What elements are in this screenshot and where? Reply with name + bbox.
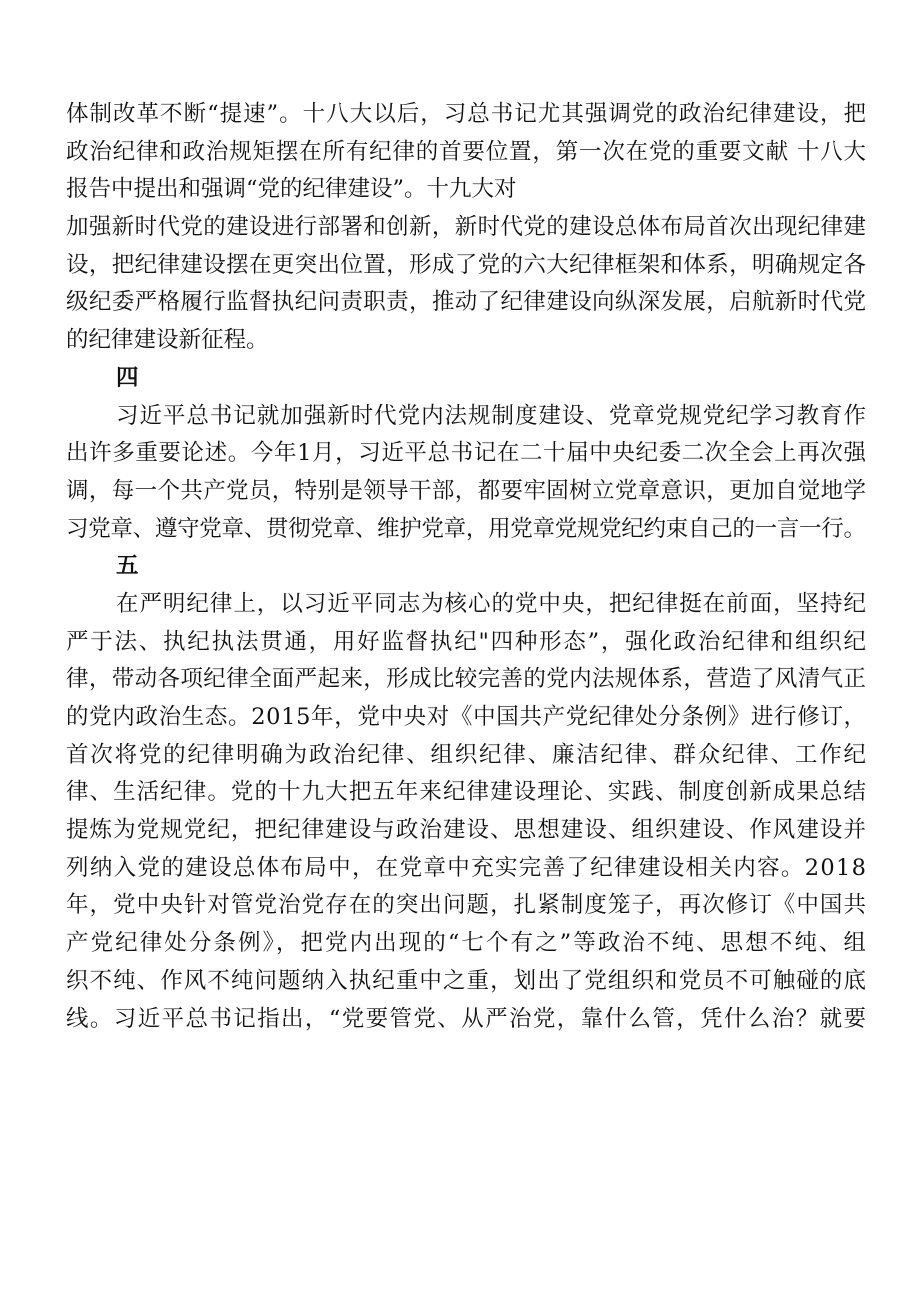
section-heading: 五 <box>116 553 139 580</box>
paragraph-line: 首次将党的纪律明确为政治纪律、组织纪律、廉洁纪律、群众纪律、工作纪 <box>66 741 868 768</box>
paragraph-line: 习近平总书记就加强新时代党内法规制度建设、党章党规党纪学习教育作 <box>116 402 867 429</box>
paragraph-line: 的党内政治生态。2015年，党中央对《中国共产党纪律处分条例》进行修订， <box>66 704 867 730</box>
paragraph-line: 级纪委严格履行监督执纪问责职责，推动了纪律建设向纵深发展，启航新时代党 <box>66 289 867 316</box>
paragraph-line: 政治纪律和政治规矩摆在所有纪律的首要位置，第一次在党的重要文献 十八大 <box>66 138 867 165</box>
paragraph-line: 调，每一个共产党员，特别是领导干部，都要牢固树立党章意识，更加自觉地学 <box>66 477 867 504</box>
paragraph-line: 的纪律建设新征程。 <box>66 327 269 354</box>
paragraph-line: 严于法、执纪执法贯通，用好监督执纪"四种形态”，强化政治纪律和组织纪 <box>66 628 868 655</box>
paragraph-line: 线。习近平总书记指出，“党要管党、从严治党，靠什么管，凭什么治？就要 <box>66 1005 868 1032</box>
section-heading: 四 <box>116 364 139 391</box>
paragraph-line: 出许多重要论述。今年1月，习近平总书记在二十届中央纪委二次全会上再次强 <box>66 440 867 467</box>
paragraph-line: 加强新时代党的建设进行部署和创新，新时代党的建设总体布局首次出现纪律建 <box>66 214 867 241</box>
paragraph-line: 提炼为党规党纪，把纪律建设与政治建设、思想建设、组织建设、作风建设并 <box>66 817 868 844</box>
paragraph-line: 体制改革不断“提速”。十八大以后，习总书记尤其强调党的政治纪律建设，把 <box>66 101 868 127</box>
paragraph-line: 设，把纪律建设摆在更突出位置，形成了党的六大纪律框架和体系，明确规定各 <box>66 251 867 278</box>
paragraph-line: 律、生活纪律。党的十九大把五年来纪律建设理论、实践、制度创新成果总结 <box>66 779 868 806</box>
paragraph-line: 律，带动各项纪律全面严起来，形成比较完善的党内法规体系，营造了风清气正 <box>66 666 867 693</box>
document-body <box>66 96 869 1038</box>
paragraph-line: 列纳入党的建设总体布局中，在党章中充实完善了纪律建设相关内容。2018 <box>66 854 868 881</box>
paragraph-line: 产党纪律处分条例》，把党内出现的“七个有之”等政治不纯、思想不纯、组 <box>66 930 869 957</box>
paragraph-line: 织不纯、作风不纯问题纳入执纪重中之重，划出了党组织和党员不可触碰的底 <box>66 967 868 994</box>
paragraph-line: 报告中提出和强调“党的纪律建设”。十九大对 <box>66 176 517 203</box>
paragraph-line: 习党章、遵守党章、贯彻党章、维护党章，用党章党规党纪约束自己的一言一行。 <box>66 515 866 542</box>
paragraph-line: 在严明纪律上，以习近平同志为核心的党中央，把纪律挺在前面，坚持纪 <box>116 590 867 617</box>
paragraph-line: 年，党中央针对管党治党存在的突出问题，扎紧制度笼子，再次修订《中国共 <box>66 892 868 919</box>
